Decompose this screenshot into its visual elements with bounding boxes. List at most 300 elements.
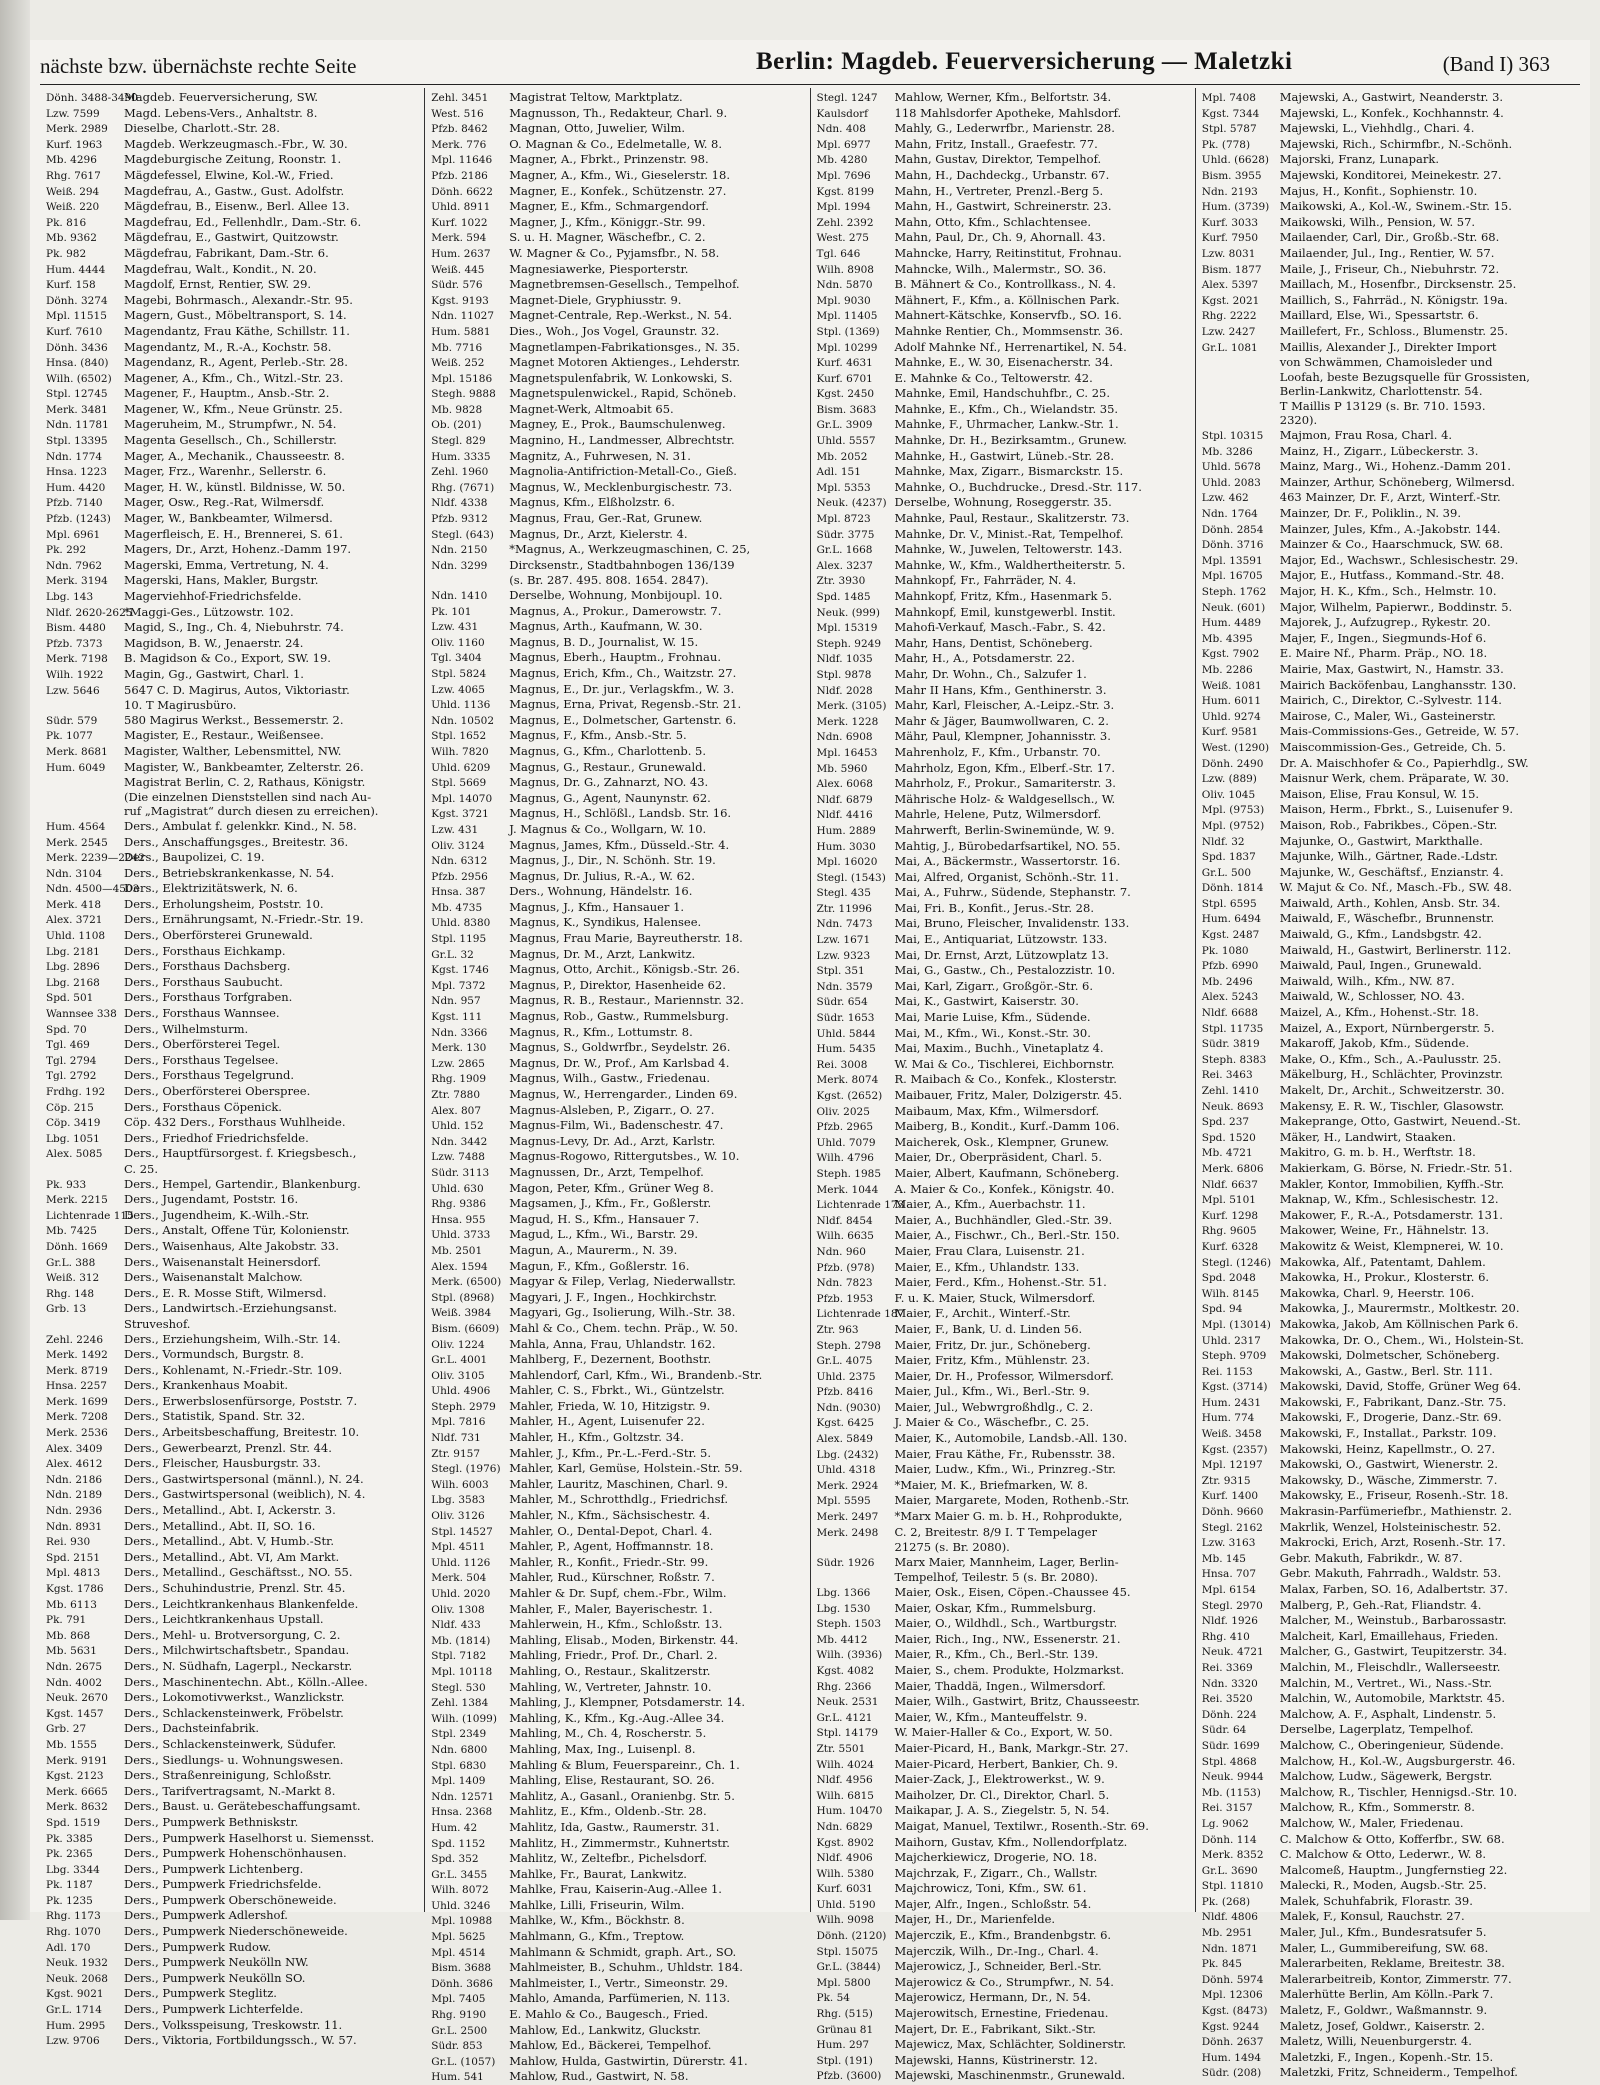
entry-text: Magnus, Kfm., Elßholzstr. 6. (509, 495, 675, 510)
phone-code: Alex. 5397 (1201, 279, 1259, 292)
entry-text: Ders., Leichtkrankenhaus Blankenfelde. (124, 1596, 359, 1611)
directory-entry (46, 1503, 420, 1519)
entry-text: Magnus, Erna, Privat, Regensb.-Str. 21. (509, 697, 742, 712)
phone-code: Alex. 3237 (816, 559, 873, 572)
phone-code: Lbg. 2896 (46, 961, 100, 974)
phone-code: Lzw. 462 (1201, 492, 1249, 505)
directory-entry (46, 262, 420, 278)
entry-text: Mahlitz, E., Kfm., Oldenb.-Str. 28. (509, 1804, 707, 1819)
directory-entry (817, 948, 1191, 964)
directory-entry (1202, 678, 1576, 694)
phone-code: Alex. 4612 (46, 1458, 103, 1471)
entry-text: Maicherek, Osk., Klempner, Grunew. (894, 1134, 1109, 1149)
entry-text: Magnus, Frau, Ger.-Rat, Grunew. (509, 511, 703, 526)
directory-entry (1202, 168, 1576, 184)
phone-code: Lzw. 8031 (1201, 247, 1256, 260)
phone-code: Gr.L. 3455 (431, 1868, 488, 1881)
entry-text: J. Magnus & Co., Wollgarn, W. 10. (509, 821, 707, 836)
entry-text: Mahnke, E., W. 30, Eisenacherstr. 34. (894, 355, 1114, 370)
entry-text: Magistrat Berlin, C. 2, Rathaus, Königstr. (124, 775, 366, 790)
entry-text: Magdolf, Ernst, Rentier, SW. 29. (124, 277, 312, 292)
directory-entry (431, 199, 805, 215)
entry-text: Ders., Statistik, Spand. Str. 32. (124, 1409, 306, 1424)
directory-entry (431, 386, 805, 402)
phone-code: Gr.L. (1057) (431, 2055, 496, 2068)
entry-text: Makowski, Dolmetscher, Schöneberg. (1279, 1348, 1500, 1363)
phone-code: Mpl. (9752) (1201, 819, 1265, 832)
phone-code: Südr. 3113 (431, 1166, 490, 1179)
directory-entry (1202, 370, 1576, 385)
directory-entry (1202, 1067, 1576, 1083)
directory-entry (46, 293, 420, 309)
directory-entry (817, 184, 1191, 200)
entry-text: Mahlendorf, Carl, Kfm., Wi., Brandenb.-Str. (509, 1367, 763, 1382)
phone-code: Bism. 3683 (816, 403, 877, 416)
header-rule (40, 84, 1580, 85)
entry-text: Mahlke, W., Kfm., Böckhstr. 8. (509, 1913, 685, 1928)
entry-text: Maier, Frau Käthe, Fr., Rubensstr. 38. (894, 1446, 1116, 1461)
phone-code: Pk. 791 (46, 1614, 87, 1627)
directory-entry (1202, 818, 1576, 834)
phone-code: Zehl. 1384 (431, 1697, 489, 1710)
phone-code: Wilh. 8145 (1201, 1287, 1260, 1300)
phone-code: Südr. 1926 (816, 1556, 875, 1569)
directory-entry (431, 775, 805, 791)
phone-code: Mb. 4735 (431, 901, 483, 914)
phone-code: Ndn. 11027 (431, 310, 494, 323)
phone-code: Hnsa. 707 (1201, 1568, 1257, 1581)
entry-text: Ders., Wohnung, Händelstr. 16. (509, 884, 693, 899)
directory-entry (1202, 1707, 1576, 1723)
entry-text: Mahlow, Rud., Gastwirt, N. 58. (509, 2069, 689, 2084)
phone-code: Merk. 2215 (46, 1194, 108, 1207)
phone-code: Lg. 9062 (1201, 1817, 1249, 1830)
phone-code: Merk. 776 (431, 138, 487, 151)
entry-text: *Magnus, A., Werkzeugmaschinen, C. 25, (509, 542, 751, 557)
entry-text: Ders., Wilhelmsturm. (124, 1021, 249, 1036)
phone-code: Ndn. 5870 (816, 279, 873, 292)
phone-code: Lbg. 1051 (46, 1132, 100, 1145)
entry-text: Ders., Jugendheim, K.-Wilh.-Str. (124, 1207, 310, 1222)
directory-entry (1202, 1333, 1576, 1349)
entry-text: Mai, E., Antiquariat, Lützowstr. 133. (894, 932, 1108, 947)
phone-code: Tgl. 646 (816, 247, 861, 260)
directory-entry (1202, 1925, 1576, 1941)
phone-code: Neuk. 2531 (816, 1696, 879, 1709)
phone-code: Adl. 170 (46, 1941, 91, 1954)
phone-code: Pfzb. 2186 (431, 169, 488, 182)
directory-entry (1202, 1613, 1576, 1629)
directory-entry (46, 2018, 420, 2034)
directory-entry (46, 1301, 420, 1317)
phone-code: Merk. 8719 (46, 1364, 108, 1377)
entry-text: Ders., Dachsteinfabrik. (124, 1721, 260, 1736)
phone-code: Rhg. 410 (1201, 1630, 1250, 1643)
entry-text: Ders., Gastwirtspersonal (männl.), N. 24. (124, 1471, 364, 1486)
phone-code: Dönh. 3274 (46, 294, 108, 307)
entry-text: Ders., Betriebskrankenkasse, N. 54. (124, 865, 335, 880)
directory-entry (431, 121, 805, 137)
directory-entry (817, 449, 1191, 465)
phone-code: Merk. 2989 (46, 123, 108, 136)
directory-entry (431, 184, 805, 200)
phone-code: Ndn. 3104 (46, 867, 103, 880)
entry-text: Mai, G., Gastw., Ch., Pestalozzistr. 10. (894, 963, 1116, 978)
directory-entry (431, 1648, 805, 1664)
directory-entry (46, 866, 420, 882)
directory-entry (431, 355, 805, 371)
entry-text: Magdefrau, A., Gastw., Gust. Adolfstr. (124, 183, 345, 198)
directory-entry (817, 683, 1191, 699)
phone-code: Lzw. (889) (1201, 773, 1257, 786)
phone-code: Mpl. 4511 (431, 1541, 486, 1554)
entry-text: Magnetlampen-Fabrikationsges., N. 35. (509, 339, 740, 354)
entry-text: Magnetbremsen-Gesellsch., Tempelhof. (509, 277, 740, 292)
directory-entry (431, 558, 805, 574)
entry-text: 21275 (s. Br. 2080). (894, 1540, 1010, 1555)
directory-entry (817, 137, 1191, 153)
phone-code: Mb. 2501 (431, 1244, 483, 1257)
phone-code: Kgst. 2123 (46, 1770, 104, 1783)
directory-entry (431, 340, 805, 356)
entry-text: Mahnke, W., Kfm., Waldhertheiterstr. 5. (894, 557, 1126, 572)
entry-text: Maier, E., Kfm., Uhlandstr. 133. (894, 1259, 1080, 1274)
phone-code: Weiß. 1081 (1201, 679, 1262, 692)
directory-column-3 (810, 88, 1195, 2083)
entry-text: Mahtig, J., Bürobedarfsartikel, NO. 55. (894, 838, 1121, 853)
entry-text: Mairie, Max, Gastwirt, N., Hamstr. 33. (1279, 661, 1504, 676)
directory-entry (46, 184, 420, 200)
entry-text: Ders., Forsthaus Wannsee. (124, 1006, 280, 1021)
phone-code: Mb. 4721 (1201, 1147, 1253, 1160)
entry-text: Magnus, B. D., Journalist, W. 15. (509, 634, 699, 649)
directory-entry (46, 1100, 420, 1116)
entry-text: Mairich, C., Direktor, C.-Sylvestr. 114. (1279, 693, 1502, 708)
directory-entry (817, 1835, 1191, 1851)
directory-entry (817, 1431, 1191, 1447)
entry-text: Berlin-Lankwitz, Charlottenstr. 54. (1279, 384, 1483, 399)
entry-text: Mahling, J., Klempner, Potsdamerstr. 14. (509, 1695, 746, 1710)
phone-code: Südr. 576 (431, 279, 483, 292)
entry-text: Mägdefessel, Elwine, Kol.-W., Fried. (124, 167, 334, 182)
phone-code: Alex. 807 (431, 1104, 482, 1117)
entry-text: Magyari, Gg., Isolierung, Wilh.-Str. 38. (509, 1305, 736, 1320)
entry-text: Mai, Maxim., Buchh., Vinetaplatz 4. (894, 1041, 1104, 1056)
entry-text: Mahr & Jäger, Baumwollwaren, C. 2. (894, 713, 1109, 728)
directory-entry (431, 1508, 805, 1524)
phone-code: Uhld. 630 (431, 1182, 484, 1195)
directory-entry (46, 1332, 420, 1348)
entry-text: Makowka, Jakob, Am Köllnischen Park 6. (1279, 1316, 1519, 1331)
entry-text: Mai, Bruno, Fleischer, Invalidenstr. 133. (894, 916, 1130, 931)
directory-entry (817, 745, 1191, 761)
directory-entry (817, 1647, 1191, 1663)
entry-text: Majer, Alfr., Ingen., Schloßstr. 54. (894, 1896, 1092, 1911)
phone-code: Ndn. 3442 (431, 1135, 488, 1148)
entry-text: Ders., Forsthaus Cöpenick. (124, 1099, 282, 1114)
directory-entry (46, 1675, 420, 1691)
directory-entry (46, 1768, 420, 1784)
directory-entry (817, 1570, 1191, 1585)
entry-text: Malecki, R., Moden, Augsb.-Str. 25. (1279, 1878, 1487, 1893)
phone-code: Nldf. 6637 (1201, 1178, 1258, 1191)
directory-entry (46, 433, 420, 449)
directory-entry (1202, 444, 1576, 460)
entry-text: Magnus-Film, Wi., Badenschestr. 47. (509, 1118, 724, 1133)
directory-entry (46, 912, 420, 928)
phone-code: Pfzb. 9312 (431, 513, 488, 526)
phone-code: Mb. 4395 (1201, 632, 1253, 645)
phone-code: Pfzb. 7140 (46, 497, 103, 510)
phone-code: Pfzb. 7373 (46, 637, 103, 650)
phone-code: Mb. 145 (1201, 1552, 1246, 1565)
phone-code: Dönh. 3436 (46, 341, 108, 354)
directory-entry (431, 527, 805, 543)
directory-entry (1202, 324, 1576, 340)
directory-entry (817, 1663, 1191, 1679)
phone-code: Wilh. (1099) (431, 1712, 497, 1725)
phone-code: Nldf. 8454 (816, 1214, 873, 1227)
entry-text: Malek, Schuhfabrik, Florastr. 39. (1279, 1893, 1473, 1908)
phone-code: Kgst. 7344 (1201, 107, 1260, 120)
phone-code: Uhld. 8911 (431, 201, 491, 214)
phone-code: Wilh. 6635 (816, 1230, 874, 1243)
directory-entry (46, 620, 420, 636)
phone-code: Stpl. 14527 (431, 1525, 493, 1538)
directory-entry (46, 308, 420, 324)
entry-text: 2320). (1279, 413, 1318, 428)
entry-text: Mahl & Co., Chem. techn. Präp., W. 50. (509, 1320, 739, 1335)
directory-entry (46, 495, 420, 511)
phone-code: Merk. (3105) (816, 700, 887, 713)
entry-text: Mahlmann & Schmidt, graph. Art., SO. (509, 1944, 737, 1959)
directory-entry (817, 1244, 1191, 1260)
entry-text: Majerowicz & Co., Strumpfwr., N. 54. (894, 1974, 1114, 1989)
entry-text: Maiholzer, Dr. Cl., Direktor, Charl. 5. (894, 1787, 1110, 1802)
entry-text: Mainz, Marg., Wi., Hohenz.-Damm 201. (1279, 459, 1511, 474)
directory-entry (1202, 1582, 1576, 1598)
entry-text: Magnus, K., Syndikus, Halensee. (509, 915, 702, 930)
entry-text: Magner, E., Konfek., Schützenstr. 27. (509, 183, 727, 198)
directory-entry (46, 230, 420, 246)
entry-text: Mahler, C. S., Fbrkt., Wi., Güntzelstr. (509, 1383, 725, 1398)
entry-text: C. Malchow & Otto, Kofferfbr., SW. 68. (1279, 1831, 1505, 1846)
directory-entry (46, 1799, 420, 1815)
directory-entry (46, 1177, 420, 1193)
entry-text: Ders., Erholungsheim, Poststr. 10. (124, 896, 324, 911)
entry-text: Mahlitz, A., Gasanl., Oranienbg. Str. 5. (509, 1788, 735, 1803)
phone-code: Ndn. 8931 (46, 1520, 103, 1533)
phone-code: Ob. (201) (431, 419, 482, 432)
directory-entry (431, 822, 805, 838)
directory-entry (431, 1804, 805, 1820)
directory-entry (817, 199, 1191, 215)
directory-entry (46, 1971, 420, 1987)
entry-text: Magnus, Erich, Kfm., Ch., Waitzstr. 27. (509, 665, 737, 680)
phone-code: Oliv. 1160 (431, 636, 485, 649)
directory-entry (817, 340, 1191, 356)
phone-code: Rhg. 2366 (816, 1680, 872, 1693)
directory-entry (46, 386, 420, 402)
entry-text: Mahlmeister, B., Schuhm., Uhldstr. 184. (509, 1960, 743, 1975)
directory-entry (817, 1850, 1191, 1866)
directory-entry (1202, 1208, 1576, 1224)
directory-entry (817, 1866, 1191, 1882)
entry-text: Magdeb. Werkzeugmasch.-Fbr., W. 30. (124, 136, 348, 151)
directory-entry (817, 1462, 1191, 1478)
phone-code: Weiß. 252 (431, 357, 485, 370)
directory-entry (817, 1400, 1191, 1416)
entry-text: Mahlitz, H., Zimmermstr., Kuhnertstr. (509, 1835, 730, 1850)
directory-entry (431, 1976, 805, 1992)
entry-text: Cöp. 432 Ders., Forsthaus Wuhlheide. (124, 1115, 346, 1130)
directory-entry (817, 885, 1191, 901)
directory-entry (46, 1581, 420, 1597)
directory-entry (431, 1836, 805, 1852)
directory-entry (817, 1601, 1191, 1617)
phone-code: Kgst. 6425 (816, 1417, 875, 1430)
directory-entry (431, 495, 805, 511)
directory-entry (46, 1706, 420, 1722)
directory-entry (1202, 662, 1576, 678)
phone-code: Steph. 1985 (816, 1167, 882, 1180)
entry-text: Ders., Hauptfürsorgest. f. Kriegsbesch., (124, 1146, 357, 1161)
directory-entry (46, 1022, 420, 1038)
phone-code: Stegh. 9888 (431, 388, 496, 401)
directory-entry (817, 371, 1191, 387)
entry-text: Major, E., Hutfass., Kommand.-Str. 48. (1279, 568, 1505, 583)
directory-entry (431, 900, 805, 916)
entry-text: Magnus, Rob., Gastw., Rummelsburg. (509, 1009, 729, 1024)
phone-code: Dönh. 3488-3490 (46, 92, 138, 104)
phone-code: Wilh. 4024 (816, 1758, 874, 1771)
phone-code: Merk. 2498 (816, 1526, 879, 1539)
phone-code: Stpl. 6830 (431, 1759, 487, 1772)
directory-entry (46, 760, 420, 776)
phone-code: Hum. 297 (816, 2039, 870, 2052)
entry-text: Makowsky, E., Friseur, Rosenh.-Str. 18. (1279, 1488, 1509, 1503)
entry-text: Maier, F., Bank, U. d. Linden 56. (894, 1321, 1083, 1336)
entry-text: Maikowski, Wilh., Pension, W. 57. (1279, 214, 1476, 229)
directory-entry (46, 464, 420, 480)
phone-code: Nldf. 1926 (1201, 1615, 1258, 1628)
directory-entry (46, 2033, 420, 2049)
entry-text: Mahn, Otto, Kfm., Schlachtensee. (894, 214, 1091, 229)
entry-text: Struveshof. (124, 1316, 191, 1331)
directory-entry (431, 760, 805, 776)
phone-code: Cöp. 3419 (46, 1117, 101, 1130)
directory-entry (1202, 1863, 1576, 1879)
directory-entry (817, 2037, 1191, 2053)
entry-text: Maier, Ludw., Kfm., Wi., Prinzreg.-Str. (894, 1462, 1116, 1477)
entry-text: Mahler, Rud., Kürschner, Roßstr. 7. (509, 1570, 715, 1585)
phone-code: Dönh. (2120) (816, 1930, 887, 1943)
entry-text: Ders., Oberförsterei Tegel. (124, 1037, 281, 1052)
directory-entry (431, 1945, 805, 1961)
phone-code: Mb. 2286 (1201, 663, 1253, 676)
entry-text: Maletz, F., Goldwr., Waßmannstr. 9. (1279, 2003, 1488, 2018)
directory-entry (46, 804, 420, 819)
entry-text: 118 Mahlsdorfer Apotheke, Mahlsdorf. (894, 105, 1122, 120)
phone-code: Zehl. 1410 (1201, 1085, 1259, 1097)
entry-text: Magnino, H., Landmesser, Albrechtstr. (509, 433, 735, 448)
directory-entry (817, 1788, 1191, 1804)
phone-code: Kgst. 4082 (816, 1664, 875, 1677)
entry-text: Mahnke, E., Kfm., Ch., Wielandstr. 35. (894, 401, 1119, 416)
directory-entry (431, 1820, 805, 1836)
phone-code: Pfzb. 1953 (816, 1292, 874, 1305)
directory-entry (1202, 1598, 1576, 1614)
entry-text: Magerfleisch, E. H., Brennerei, S. 61. (124, 526, 343, 541)
entry-text: Mahlmann, G., Kfm., Treptow. (509, 1929, 685, 1944)
directory-entry (1202, 615, 1576, 631)
directory-entry (1202, 230, 1576, 246)
entry-text: Mahncke, Wilh., Malermstr., SO. 36. (894, 261, 1107, 276)
directory-entry (431, 1695, 805, 1711)
phone-code: Mpl. 9030 (816, 294, 871, 307)
phone-code: Dönh. 1814 (1201, 882, 1264, 895)
directory-entry (431, 1305, 805, 1321)
entry-text: C. Malchow & Otto, Lederwr., W. 8. (1279, 1847, 1487, 1862)
directory-entry (46, 1487, 420, 1503)
directory-entry (817, 277, 1191, 293)
directory-columns (40, 88, 1580, 2084)
directory-entry (817, 1772, 1191, 1788)
entry-text: Magnetspulenwickel., Rapid, Schöneb. (509, 386, 737, 401)
phone-code: Hum. 4564 (46, 820, 106, 833)
directory-entry (46, 1753, 420, 1769)
directory-entry (817, 651, 1191, 667)
entry-text: Malchow, R., Tischler, Hennigsd.-Str. 10. (1279, 1784, 1518, 1799)
phone-code: Wilh. 9098 (816, 1914, 874, 1927)
directory-entry (46, 1239, 420, 1255)
directory-entry (817, 1555, 1191, 1571)
directory-entry (1202, 1894, 1576, 1910)
entry-text: Ders., Schlackensteinwerk, Fröbelstr. (124, 1705, 344, 1720)
directory-entry (817, 667, 1191, 683)
phone-code: Spd. 70 (46, 1023, 87, 1036)
phone-code: Hum. 6049 (46, 761, 106, 774)
entry-text: Mahling & Blum, Feuerspareinr., Ch. 1. (509, 1757, 740, 1772)
phone-code: Hum. 2431 (1201, 1396, 1262, 1409)
entry-text: Magerski, Hans, Makler, Burgstr. (124, 573, 319, 588)
entry-text: Maier, Fritz, Dr. jur., Schöneberg. (894, 1337, 1091, 1352)
phone-code: Uhld. 152 (431, 1120, 484, 1133)
entry-text: Marx Maier, Mannheim, Lager, Berlin- (894, 1554, 1119, 1569)
phone-code: Oliv. 3124 (431, 839, 485, 852)
directory-entry (431, 324, 805, 340)
phone-code: West. 516 (431, 107, 484, 120)
entry-text: E. Maire Nf., Pharm. Präp., NO. 18. (1279, 646, 1488, 661)
directory-entry (817, 2053, 1191, 2069)
entry-text: Maier, Thaddä, Ingen., Wilmersdorf. (894, 1678, 1106, 1693)
entry-text: Magener, W., Kfm., Neue Grünstr. 25. (124, 401, 343, 416)
phone-code: Hum. 3335 (431, 450, 491, 463)
directory-entry (431, 962, 805, 978)
phone-code: Ndn. 1764 (1201, 508, 1258, 521)
phone-code: Mpl. (9753) (1201, 804, 1265, 817)
phone-code: Zehl. 2246 (46, 1333, 104, 1346)
directory-entry (431, 1056, 805, 1072)
entry-text: Mahling, Friedr., Prof. Dr., Charl. 2. (509, 1648, 718, 1663)
entry-text: Maihorn, Gustav, Kfm., Nollendorfplatz. (894, 1834, 1128, 1849)
phone-code: Kgst. 2487 (1201, 929, 1260, 942)
directory-entry (1202, 355, 1576, 370)
directory-entry (817, 246, 1191, 262)
entry-text: Mägdefrau, Fabrikant, Dam.-Str. 6. (124, 245, 329, 260)
phone-code: Bism. 3955 (1201, 169, 1262, 182)
directory-entry (1202, 1847, 1576, 1863)
